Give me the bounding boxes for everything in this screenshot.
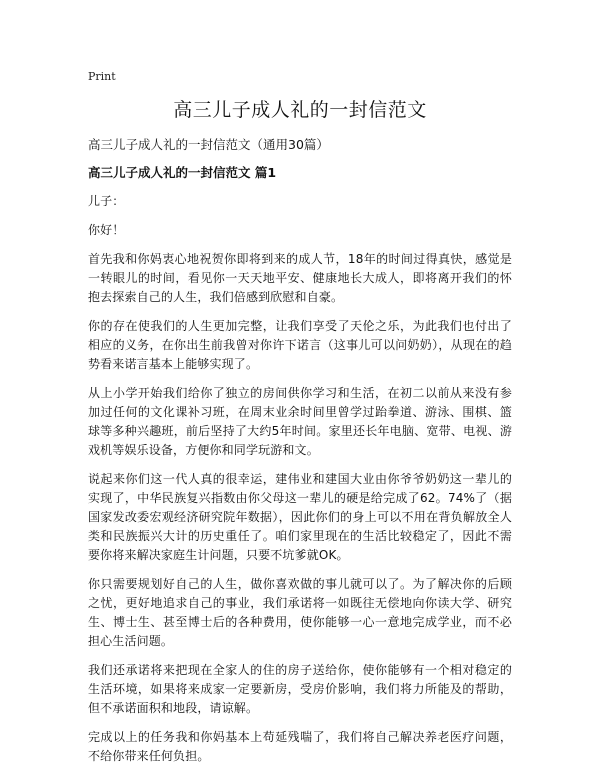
- section-heading: 高三儿子成人礼的一封信范文 篇1: [88, 165, 277, 180]
- body-paragraph: 完成以上的任务我和你妈基本上苟延残喘了，我们将自己解决养老医疗问题，不给你带来任何负担。: [88, 730, 512, 763]
- body-paragraph: 我们还承诺将来把现在全家人的住的房子送给你，使你能够有一个相对稳定的生活环境，如果将来成家一定要新房，受房价影响，我们将力所能及的帮助，但不承诺面积和地段，请谅解。: [88, 663, 512, 715]
- body-paragraph: 你的存在使我们的人生更加完整，让我们享受了天伦之乐，为此我们也付出了相应的义务，在你出生前我曾对你许下诺言（这事儿可以问奶奶），从现在的趋势看来诺言基本上能够实现了。: [88, 319, 512, 371]
- print-label: Print: [88, 70, 116, 83]
- body-paragraph: 从上小学开始我们给你了独立的房间供你学习和生活，在初二以前从来没有参加过任何的文化课补习班，在周末业余时间里曾学过跆拳道、游泳、围棋、篮球等多种兴趣班，前后坚持了大约5年时间。家里还长年电脑、宽带、电视、游戏机等娱乐设备，方便你和同学玩游和文。: [88, 386, 512, 457]
- letter-body: [88, 192, 512, 766]
- body-paragraph: 你只需要规划好自己的人生，做你喜欢做的事儿就可以了。为了解决你的后顾之忧，更好地追求自己的事业，我们承诺将一如既往无偿地向你读大学、研究生、博士生、甚至博士后的各种费用，使你能够一心一意地完成学业，而不必担心生活问题。: [88, 577, 512, 648]
- document-title: 高三儿子成人礼的一封信范文: [173, 99, 427, 121]
- document-subtitle: 高三儿子成人礼的一封信范文（通用30篇）: [88, 137, 329, 152]
- greeting: 你好！: [88, 223, 125, 237]
- body-paragraph: 首先我和你妈衷心地祝贺你即将到来的成人节，18年的时间过得真快，感觉是一转眼儿的时间，看见你一天天地平安、健康地长大成人，即将离开我们的怀抱去探索自己的人生，我们倍感到欣慰和自豪。: [88, 252, 512, 304]
- body-paragraph: 说起来你们这一代人真的很幸运，建伟业和建国大业由你爷爷奶奶这一辈儿的实现了，中华民族复兴指数由你父母这一辈儿的硬是给完成了62。74%了（据国家发改委宏观经济研究院年数据），因此你们的身上可以不用在背负解放全人类和民族振兴大计的历史重任了。咱们家里现在的生活比较稳定了，因此不需要你将来解决家庭生计问题，只要不坑爹就OK。: [88, 472, 512, 562]
- salutation: 儿子：: [88, 194, 125, 208]
